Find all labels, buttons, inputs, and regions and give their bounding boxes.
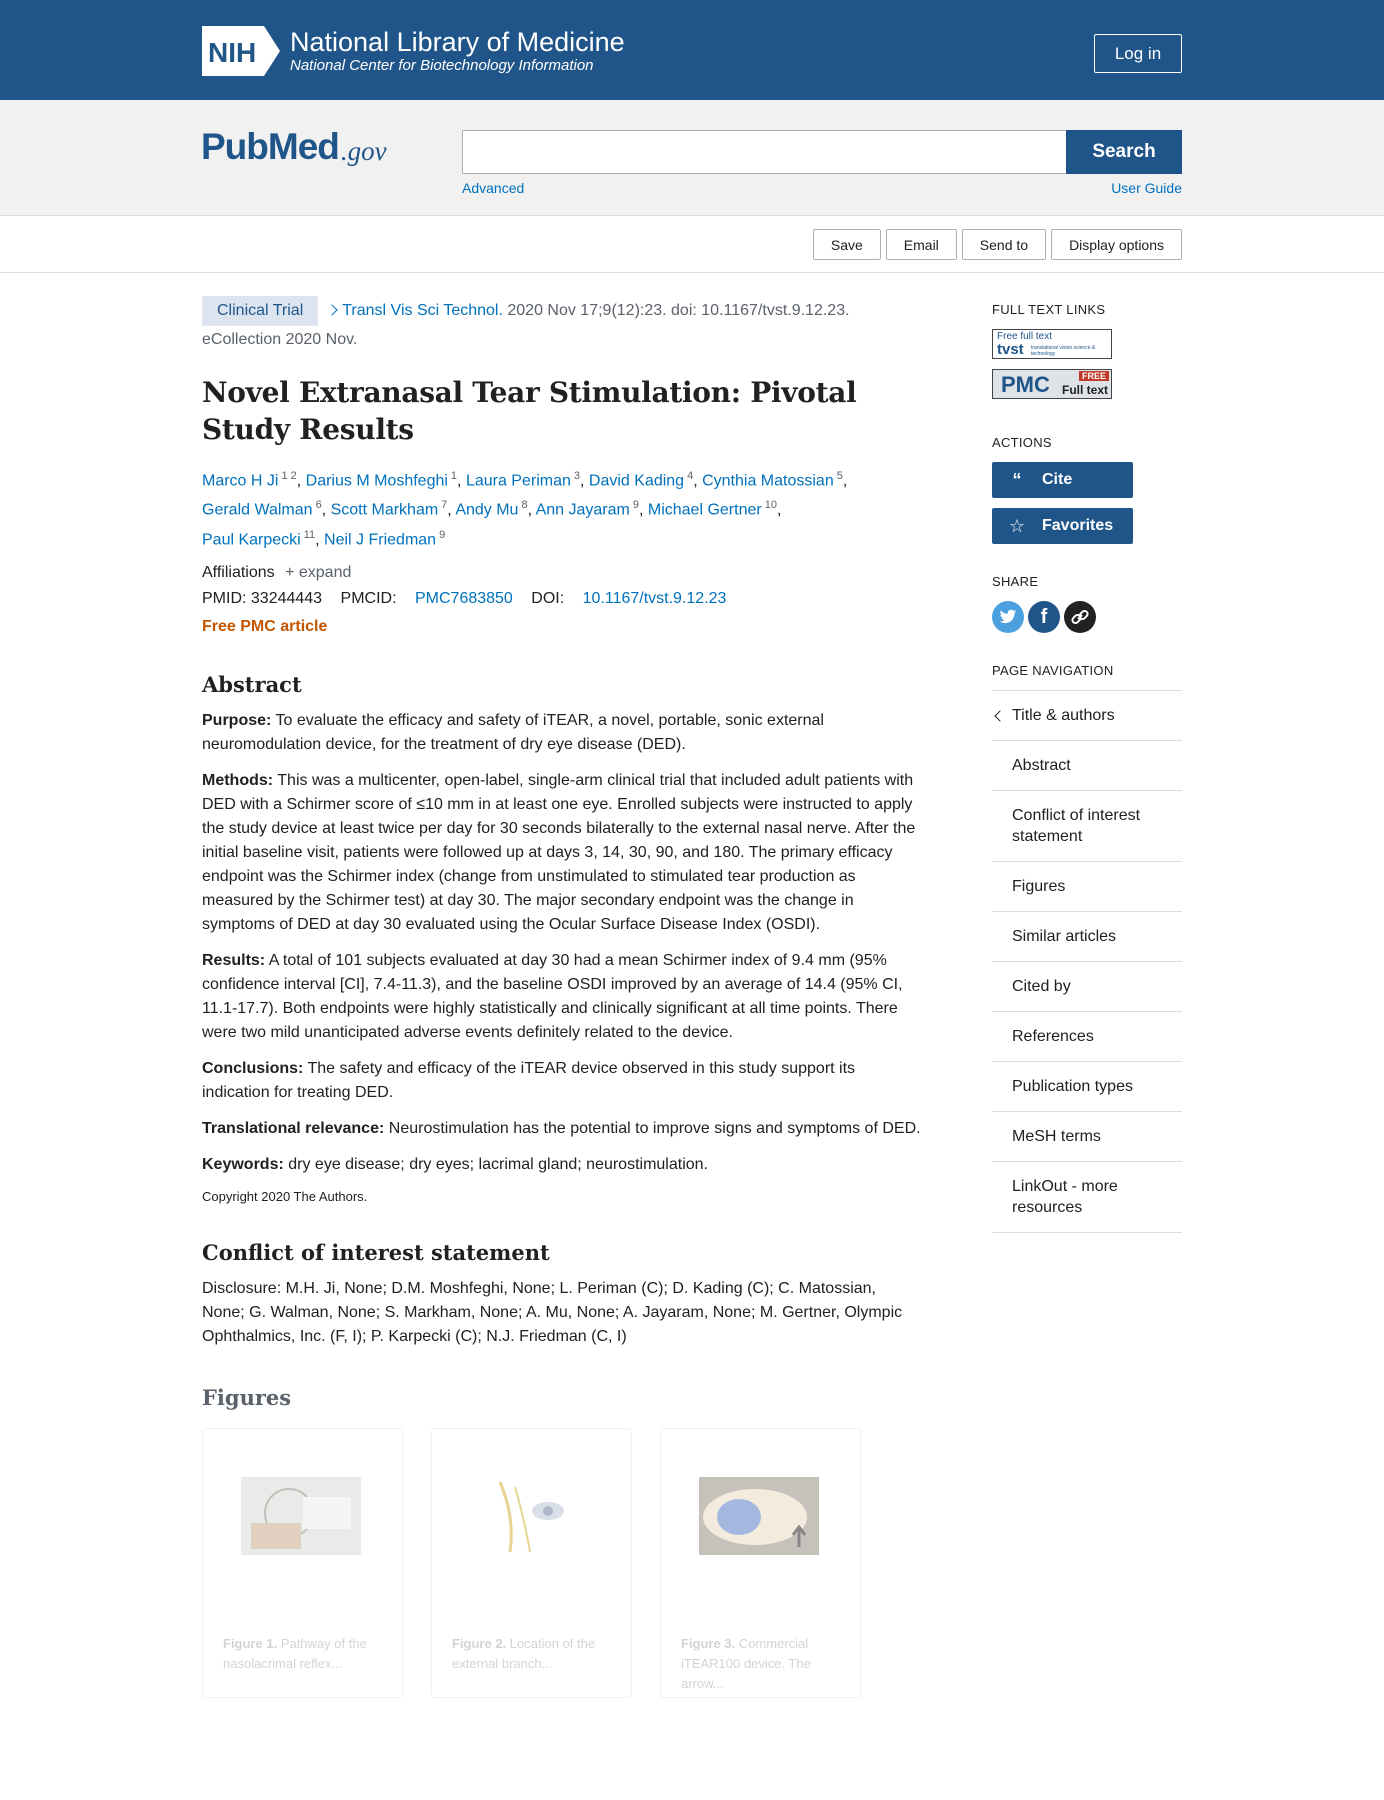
pubmed-logo[interactable] [201, 126, 387, 168]
author-affiliation-number[interactable]: 9 [439, 528, 446, 541]
ecollection-text: eCollection 2020 Nov. [202, 331, 358, 348]
author-affiliation-number[interactable]: 10 [764, 499, 777, 512]
page-navigation [992, 690, 1182, 1233]
copyright-text: Copyright 2020 The Authors. [202, 1188, 368, 1204]
full-text-links-heading: FULL TEXT LINKS [992, 302, 1106, 317]
article-title: Novel Extranasal Tear Stimulation: Pivotal Study Results [202, 376, 857, 446]
pubmed-gov: .gov [340, 135, 387, 166]
pmc-full-text-link[interactable]: PMC FREE Full text [992, 369, 1112, 399]
nih-title: National Library of Medicine [290, 27, 625, 57]
search-band [0, 100, 1384, 216]
affiliations-label: Affiliations [202, 563, 275, 581]
author-link[interactable]: Michael Gertner [647, 501, 762, 519]
expand-affiliations-button[interactable]: + expand [285, 563, 352, 581]
coi-text: Disclosure: M.H. Ji, None; D.M. Moshfeghi, None; L. Periman (C); D. Kading (C); C. Matossian, None; G. Walman, None; S. Markham, None; A. Mu, None; A. Jayaram, None; M. Gertner, Olympic Ophthalmics, Inc. (F, I); P. Karpecki (C); N.J. Friedman (C, I) [202, 1279, 903, 1345]
nih-badge-icon [202, 26, 280, 76]
author-link[interactable]: Cynthia Matossian [702, 472, 834, 490]
email-button[interactable]: Email [886, 229, 957, 260]
actions-heading: ACTIONS [992, 435, 1052, 450]
identifiers-row [202, 590, 922, 608]
figure-1-thumbnail [241, 1477, 361, 1555]
figure-caption: Figure 1. Pathway of the nasolacrimal reflex... [223, 1635, 367, 1671]
share-heading: SHARE [992, 574, 1039, 589]
nav-item-publication-types[interactable]: Publication types [992, 1062, 1182, 1112]
author-link[interactable]: David Kading [588, 472, 685, 490]
twitter-icon[interactable] [992, 601, 1024, 633]
abstract-keywords: Keywords: dry eye disease; dry eyes; lacrimal gland; neurostimulation. [202, 1155, 708, 1173]
quote-icon: “ [1012, 469, 1022, 490]
author-affiliation-number[interactable]: 8 [521, 499, 528, 512]
doi-label: DOI: [531, 589, 569, 607]
author-link[interactable]: Gerald Walman [202, 501, 313, 519]
nih-logo[interactable] [202, 26, 625, 76]
free-pmc-badge: Free PMC article [202, 617, 328, 635]
author-link[interactable]: Neil J Friedman [324, 530, 437, 548]
nav-item-abstract[interactable]: Abstract [992, 741, 1182, 791]
chevron-right-icon [327, 304, 338, 315]
figure-caption: Figure 3. Commercial iTEAR100 device. The arrow... [681, 1635, 811, 1691]
facebook-icon[interactable]: f [1028, 601, 1060, 633]
abstract-heading: Abstract [202, 671, 302, 697]
author-link[interactable]: Laura Periman [465, 472, 571, 490]
nav-item-conflict-of-interest[interactable]: Conflict of interest statement [992, 791, 1182, 862]
citation-text: 2020 Nov 17;9(12):23. doi: 10.1167/tvst.9.12.23. [502, 302, 850, 319]
nih-subtitle: National Center for Biotechnology Information [290, 57, 594, 74]
search-button[interactable]: Search [1066, 130, 1182, 174]
abstract-purpose: Purpose: To evaluate the efficacy and safety of iTEAR, a novel, portable, sonic external neuromodulation device, for the treatment of dry eye disease (DED). [202, 711, 824, 753]
figures-heading: Figures [202, 1384, 292, 1410]
link-icon[interactable] [1064, 601, 1096, 633]
author-affiliation-number[interactable]: 9 [632, 499, 639, 512]
nav-item-mesh-terms[interactable]: MeSH terms [992, 1112, 1182, 1162]
send-to-button[interactable]: Send to [962, 229, 1046, 260]
page-navigation-heading: PAGE NAVIGATION [992, 663, 1114, 678]
doi-link[interactable]: 10.1167/tvst.9.12.23 [582, 589, 727, 607]
author-affiliation-number[interactable]: 3 [573, 470, 581, 482]
author-affiliation-number[interactable]: 6 [315, 499, 322, 512]
nih-banner [0, 0, 1384, 100]
abstract-relevance: Translational relevance: Neurostimulation has the potential to improve signs and symptoms of DED. [202, 1119, 921, 1137]
figure-card[interactable] [202, 1428, 403, 1698]
author-affiliation-number[interactable]: 11 [303, 528, 316, 541]
nav-item-similar-articles[interactable]: Similar articles [992, 912, 1182, 962]
coi-heading: Conflict of interest statement [202, 1239, 550, 1265]
nav-item-linkout[interactable]: LinkOut - more resources [992, 1162, 1182, 1233]
author-affiliation-number[interactable]: 5 [836, 470, 843, 482]
search-input[interactable] [462, 130, 1067, 174]
author-affiliation-number[interactable]: 4 [687, 470, 694, 482]
share-icons [992, 601, 1182, 633]
author-link[interactable]: Scott Markham [330, 501, 439, 519]
author-link[interactable]: Paul Karpecki [202, 530, 301, 548]
article-main [202, 296, 922, 1698]
figure-card[interactable] [660, 1428, 861, 1698]
citation-line [202, 296, 922, 354]
star-icon: ☆ [1008, 515, 1026, 536]
svg-text:NIH: NIH [208, 37, 257, 68]
article-toolbar [0, 216, 1384, 273]
author-link[interactable]: Marco H Ji [202, 472, 279, 490]
pmid: PMID: 33244443 [202, 589, 323, 607]
author-link[interactable]: Andy Mu [455, 501, 519, 519]
tvst-full-text-link[interactable]: Free full text tvst translational vision science & technology [992, 329, 1112, 359]
author-affiliation-number[interactable]: 7 [441, 499, 448, 512]
pmcid-label: PMCID: [340, 589, 401, 607]
author-list: Marco H Ji $^{1 2}$, Darius M Moshfeghi $^1$, Laura Periman $^3$, David Kading $^4$, Cynthia Matossian $^5$, Gerald Walman $^6$, Scott Markham $^7$, Andy Mu $^8$, Ann Jayaram $^9$, Michael Gertner $^{10}$, Paul Karpecki $^{11}$, Neil J Friedman $^9$ [202, 470, 848, 548]
pubmed-wordmark: PubMed [201, 126, 339, 167]
figure-card[interactable] [431, 1428, 632, 1698]
author-link[interactable]: Darius M Moshfeghi [305, 472, 448, 490]
display-options-button[interactable]: Display options [1051, 229, 1182, 260]
author-affiliation-number[interactable]: 1 [450, 470, 458, 482]
nav-item-figures[interactable]: Figures [992, 862, 1182, 912]
abstract-methods: Methods: This was a multicenter, open-label, single-arm clinical trial that included adult patients with DED with a Schirmer score of ≤10 mm in at least one eye. Enrolled subjects were instructed to apply the study device at least twice per day for 30 seconds bilaterally to the external nasal nerve. After the initial baseline visit, patients were followed up at days 3, 14, 30, 90, and 180. The primary efficacy endpoint was the Schirmer index (change from unstimulated to stimulated tear production as measured by the Schirmer test) at day 30. The major secondary endpoint was the change in symptoms of DED at day 30 evaluated using the Ocular Surface Disease Index (OSDI). [202, 771, 916, 933]
affiliations-row [202, 564, 922, 582]
sidebar [992, 296, 1182, 1233]
nav-item-references[interactable]: References [992, 1012, 1182, 1062]
nav-item-cited-by[interactable]: Cited by [992, 962, 1182, 1012]
figure-2-thumbnail [470, 1477, 590, 1555]
figure-caption: Figure 2. Location of the external branch... [452, 1635, 596, 1671]
figures-row [202, 1428, 922, 1698]
figure-3-thumbnail [699, 1477, 819, 1555]
abstract-conclusions: Conclusions: The safety and efficacy of the iTEAR device observed in this study support its indication for treating DED. [202, 1059, 856, 1101]
advanced-search-link[interactable]: Advanced [462, 180, 525, 196]
journal-link[interactable]: Transl Vis Sci Technol. [342, 302, 503, 319]
article-type-badge[interactable]: Clinical Trial [202, 296, 318, 326]
author-link[interactable]: Ann Jayaram [535, 501, 630, 519]
nav-item-title-authors[interactable]: Title & authors [992, 691, 1182, 741]
author-affiliation-number[interactable]: 1 2 [281, 470, 297, 482]
login-button[interactable]: Log in [1094, 34, 1182, 73]
user-guide-link[interactable]: User Guide [1111, 180, 1182, 196]
save-button[interactable]: Save [813, 229, 881, 260]
favorites-button[interactable]: ☆ Favorites [992, 508, 1133, 544]
cite-button[interactable]: “ Cite [992, 462, 1133, 498]
abstract-results: Results: A total of 101 subjects evaluated at day 30 had a mean Schirmer index of 9.4 mm (95% confidence interval [CI], 7.4-11.3), and the baseline OSDI improved by an average of 14.4 (95% CI, 11.1-17.7). Both endpoints were highly statistically and clinically significant at all time points. There were two mild unanticipated adverse events definitely related to the device. [202, 951, 903, 1041]
pmcid-link[interactable]: PMC7683850 [414, 589, 513, 607]
